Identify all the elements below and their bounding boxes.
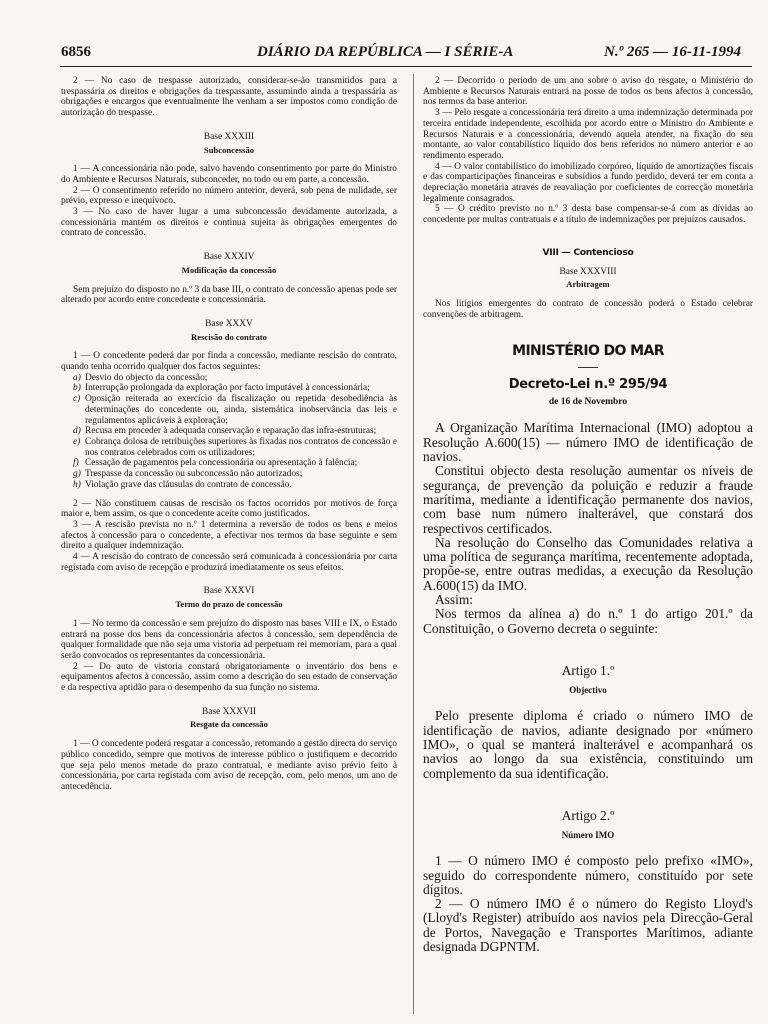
list-item — [73, 373, 397, 384]
paragraph: 2 — O consentimento referido no número anterior, deverá, sob pena de nulidade, ser prévio, expresso e inequívoco. — [61, 185, 397, 207]
paragraph: 4 — A rescisão do contrato de concessão será comunicada à concessionária por carta registada com aviso de recepção e produzirá imediatamente os seus efeitos. — [61, 552, 397, 573]
paragraph: 1 — A concessionária não pode, salvo havendo consentimento por parte do Ministro do Ambiente e Recursos Naturais, subconceder, no todo ou em parte, a concessão. — [61, 164, 397, 185]
paragraph: Assim: — [435, 592, 473, 608]
base-heading: Base XXXVII — [202, 706, 256, 717]
paragraph: 1 — No termo da concessão e sem prejuízo do disposto nas bases VIII e IX, o Estado entrará na posse dos bens da concessionária afectos à concessão, sem dependência de qualquer formalidade que não seja uma vistoria ad perpetuam rei memoriam, para a qual serão convocados os representantes da concessionária. — [61, 618, 397, 661]
issue-date: N.º 265 — 16-11-1994 — [604, 44, 741, 60]
item-text: Cobrança dolosa de retribuições superiores às fixadas nos contratos de concessão e nos contratos celebrados com os utilizadores; — [85, 436, 397, 458]
article-title: Objectivo — [569, 684, 607, 695]
article-heading: Artigo 2.º — [561, 807, 615, 823]
paragraph: 5 — O crédito previsto no n.º 3 desta base compensar-se-á com as dívidas ao concedente por multas contratuais e a título de indemnizações por prejuízos causados. — [423, 204, 753, 226]
item-text: Trespasse da concessão ou subconcessão não autorizados; — [85, 469, 303, 480]
list-item — [73, 480, 397, 491]
item-letter: a) — [73, 372, 81, 383]
list-item — [73, 469, 397, 480]
item-text: Interrupção prolongada da exploração por facto imputável à concessionária; — [85, 383, 370, 394]
item-text: Desvio do objecto da concessão; — [85, 372, 208, 383]
base-title: Resgate da concessão — [190, 719, 268, 730]
base-title: Arbitragem — [566, 279, 610, 290]
column-divider — [413, 74, 414, 1014]
section-heading: VIII — Contencioso — [542, 246, 634, 258]
right-column — [423, 76, 753, 954]
item-letter: e) — [73, 436, 81, 447]
decree-preamble — [423, 421, 753, 635]
base-heading: Base XXXIII — [203, 131, 255, 142]
paragraph: 2 — No caso de trespasse autorizado, considerar-se-ão transmitidos para a trespassária os direitos e obrigações da trespassante, assumindo ainda a trespassária as obrigações e encargos que eventualmente lhe venham a ser impostos como condição de autorização do trespasse. — [61, 76, 397, 119]
paragraph: 1 — O concedente poderá dar por finda a concessão, mediante rescisão do contrato, quando tenha ocorrido qualquer dos factos seguintes: — [61, 351, 397, 373]
list-item — [73, 394, 397, 426]
paragraph: Nos termos da alínea a) do n.º 1 do artigo 201.º da Constituição, o Governo decreta o seguinte: — [423, 606, 753, 636]
journal-title: DIÁRIO DA REPÚBLICA — I SÉRIE-A — [257, 44, 514, 60]
decree-title: Decreto-Lei n.º 295/94 — [508, 377, 668, 393]
item-text: Cessação de pagamentos pela concessionária ou apresentação à falência; — [85, 458, 358, 469]
paragraph: 2 — Do auto de vistoria constará obrigatoriamente o inventário dos bens e equipamentos afectos à concessão, assim como a descrição do seu estado de conservação e da respectiva aptidão para o desempenho da sua função no sistema. — [61, 661, 397, 694]
base-heading: Base XXXVI — [203, 586, 255, 597]
header-rule — [60, 66, 752, 67]
item-letter: b) — [73, 383, 81, 394]
page-header — [61, 44, 751, 64]
paragraph: 4 — O valor contabilístico do imobilizado corpóreo, líquido de amortizações fiscais e das comparticipações financeiras e subsídios a fundo perdido, deverá ter em conta a depreciação monetária através de reavaliação por coeficientes de correcção monetária legalmente consagrados. — [423, 161, 753, 204]
item-letter: f) — [73, 458, 79, 469]
paragraph: 3 — A rescisão prevista no n.º 1 determina a reversão de todos os bens e meios afectos à concessão para o concedente, a efectivar nos termos da base seguinte e sem direito a qualquer indemnização. — [61, 519, 397, 552]
ministry-title: MINISTÉRIO DO MAR — [512, 343, 664, 360]
base-heading: Base XXXV — [205, 318, 253, 329]
item-text: Recusa em proceder à adequada conservação e reparação das infra-estruturas; — [85, 426, 377, 437]
base-title: Rescisão do contrato — [191, 331, 267, 342]
list-item — [73, 383, 397, 394]
list-item — [73, 437, 397, 458]
paragraph: A Organização Marítima Internacional (IMO) adoptou a Resolução A.600(15) — número IMO de identificação de navios. — [423, 420, 753, 465]
item-text: Violação grave das cláusulas do contrato de concessão. — [85, 479, 292, 490]
base-title: Modificação da concessão — [181, 264, 277, 275]
base-heading: Base XXXIV — [203, 252, 255, 263]
item-letter: h) — [73, 479, 81, 490]
item-text: Oposição reiterada ao exercício da fiscalização ou repetida desobediência às determinações do concedente ou, ainda, sistemática inobservância das leis e regulamentos aplicáveis à exploração; — [85, 394, 397, 426]
paragraph: 1 — O número IMO é composto pelo prefixo «IMO», seguido do correspondente número, constituído por sete dígitos. — [423, 853, 753, 897]
paragraph: Sem prejuízo do disposto no n.º 3 da base III, o contrato de concessão apenas pode ser alterado por acordo entre concedente e concessionária. — [61, 284, 397, 306]
paragraph: 1 — O concedente poderá resgatar a concessão, retomando a gestão directa do serviço público concedido, sempre que motivos de interesse público o justifiquem e decorrido que seja pelo menos metade do prazo contratual, e mediante aviso prévio feito à concessionária, por carta registada com aviso de recepção, com, pelo menos, um ano de antecedência. — [61, 739, 397, 792]
paragraph: 2 — O número IMO é o número do Registo Lloyd's (Lloyd's Register) atribuído aos navios pela Direcção-Geral de Portos, Navegação e Transportes Marítimos, adiante designada DGPNTM. — [423, 896, 753, 954]
base-title: Subconcessão — [203, 144, 255, 155]
item-letter: d) — [73, 426, 81, 437]
paragraph: 2 — Decorrido o período de um ano sobre o aviso do resgate, o Ministério do Ambiente e Recursos Naturais entrará na posse de todos os bens afectos à concessão, nos termos da base anterior. — [423, 76, 753, 108]
paragraph: 3 — Pelo resgate a concessionária terá direito a uma indemnização determinada por terceira entidade independente, escolhida por acordo entre o Ministro do Ambiente e Recursos Naturais e a concessionária, devendo aquela atender, na fixação do seu montante, ao valor contabilístico líquido dos bens referidos no número anterior e ao rendimento esperado. — [423, 108, 753, 161]
paragraph: Na resolução do Conselho das Comunidades relativa a uma política de segurança marítima, recentemente adoptada, propõe-se, entre outras medidas, a execução da Resolução A.600(15) da IMO. — [423, 534, 753, 593]
paragraph: Constitui objecto desta resolução aumentar os níveis de segurança, de prevenção da poluição e reduzir a fraude marítima, mediante a identificação permanente dos navios, com base num número inalterável, que constará dos respectivos certificados. — [423, 463, 753, 536]
article-heading: Artigo 1.º — [561, 662, 615, 678]
list-item — [73, 458, 397, 469]
paragraph: Nos litígios emergentes do contrato de concessão poderá o Estado celebrar convenções de arbitragem. — [423, 298, 753, 320]
left-column — [61, 76, 397, 793]
base-title: Termo do prazo de concessão — [175, 599, 283, 610]
page-number: 6856 — [61, 44, 91, 60]
item-letter: c) — [73, 394, 81, 405]
decree-date: de 16 de Novembro — [548, 396, 628, 407]
list-item — [73, 426, 397, 437]
rescission-list — [61, 373, 397, 491]
paragraph: Pelo presente diploma é criado o número IMO de identificação de navios, adiante designado por «número IMO», o qual se manterá inalterável e acompanhará os navios ao longo da sua existência, constituindo um complemento da sua identificação. — [423, 708, 753, 781]
paragraph: 2 — Não constituem causas de rescisão os factos ocorridos por motivos de força maior e, bem assim, os que o concedente aceite como justificados. — [61, 498, 397, 520]
article-title: Número IMO — [561, 829, 615, 840]
divider — [578, 367, 598, 368]
base-heading: Base XXXVIII — [559, 266, 617, 277]
paragraph: 3 — No caso de haver lugar a uma subconcessão devidamente autorizada, a concessionária mantém os direitos e continua sujeita às obrigações emergentes do contrato de concessão. — [61, 207, 397, 239]
item-letter: g) — [73, 469, 81, 480]
